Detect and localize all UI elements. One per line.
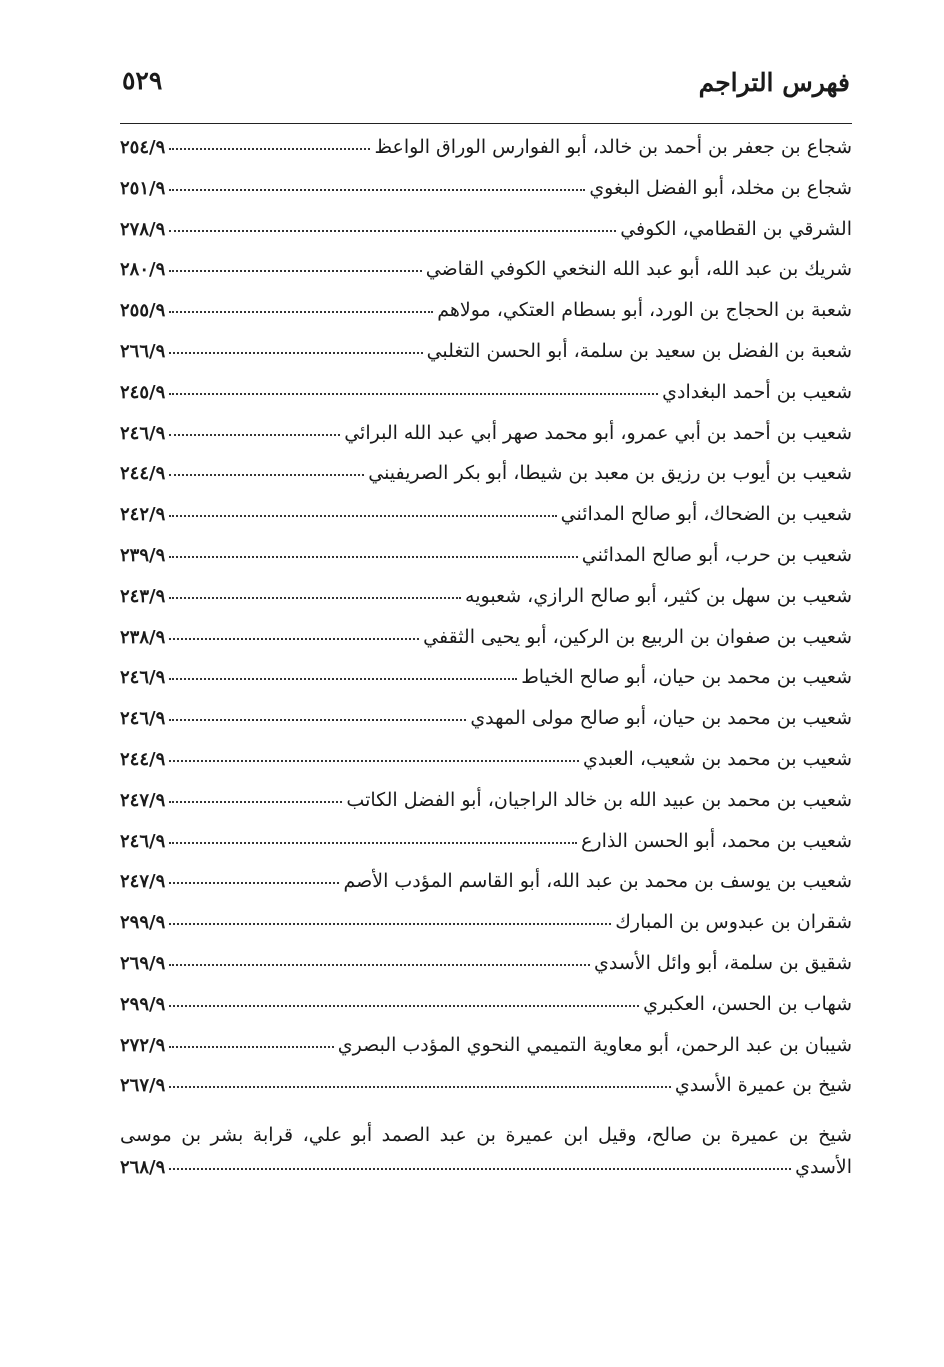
entry-reference: ٢٣٩/٩ (120, 544, 166, 566)
index-entry (120, 626, 852, 667)
entry-name: شعيب بن صفوان بن الربيع بن الركين، أبو يحيى الثقفي (423, 625, 852, 648)
dot-leader (169, 1046, 333, 1048)
index-entry (120, 748, 852, 789)
entry-name: شقيق بن سلمة، أبو وائل الأسدي (594, 951, 852, 974)
index-entry (120, 503, 852, 544)
entry-reference: ٢٩٩/٩ (120, 912, 166, 934)
index-entry (120, 299, 852, 340)
index-entry (120, 952, 852, 993)
entry-name: الشرقي بن القطامي، الكوفي (620, 217, 852, 240)
entry-line2 (120, 1156, 852, 1197)
dot-leader (169, 189, 585, 191)
dot-leader (169, 1086, 671, 1088)
entry-reference: ٢٧٢/٩ (120, 1034, 166, 1056)
entry-reference: ٢٤٢/٩ (120, 504, 166, 526)
dot-leader (169, 434, 340, 436)
entry-name: شهاب بن الحسن، العكبري (643, 992, 852, 1015)
dot-leader (169, 270, 421, 272)
index-entry (120, 422, 852, 463)
entry-name: شعيب بن محمد، أبو الحسن الذارع (581, 829, 852, 852)
entry-name: شريك بن عبد الله، أبو عبد الله النخعي الكوفي القاضي (425, 258, 852, 281)
entry-name-line2: الأسدي (795, 1155, 852, 1178)
entry-reference: ٢٥٤/٩ (120, 137, 166, 158)
entry-name: شعبة بن الفضل بن سعيد بن سلمة، أبو الحسن التغلبي (426, 339, 852, 362)
entry-name: شجاع بن جعفر بن أحمد بن خالد، أبو الفوارس الوراق الواعظ (374, 136, 852, 158)
dot-leader (169, 393, 658, 395)
entry-name: شجاع بن مخلد، أبو الفضل البغوي (589, 176, 852, 199)
entry-reference: ٢٩٩/٩ (120, 993, 166, 1015)
index-entry (120, 707, 852, 748)
entry-reference: ٢٨٠/٩ (120, 259, 166, 281)
dot-leader (169, 842, 577, 844)
entry-reference: ٢٤٥/٩ (120, 381, 166, 403)
entry-reference: ٢٦٨/٩ (120, 1156, 166, 1178)
dot-leader (169, 719, 466, 721)
index-entry (120, 830, 852, 871)
entry-name: شقران بن عبدوس بن المبارك (615, 911, 852, 934)
entry-reference: ٢٤٤/٩ (120, 463, 166, 485)
index-entry (120, 544, 852, 585)
page-number: ٥٢٩ (122, 66, 163, 95)
dot-leader (169, 638, 419, 640)
dot-leader (169, 801, 342, 803)
entry-name: شعيب بن حرب، أبو صالح المدائني (581, 543, 852, 566)
entry-reference: ٢٤٤/٩ (120, 748, 166, 770)
index-entry (120, 136, 852, 177)
entry-reference: ٢٣٨/٩ (120, 626, 166, 648)
entry-reference: ٢٦٧/٩ (120, 1075, 166, 1097)
entry-reference: ٢٤٦/٩ (120, 667, 166, 689)
entry-reference: ٢٥٥/٩ (120, 300, 166, 322)
dot-leader (169, 230, 616, 232)
dot-leader (169, 597, 461, 599)
entry-name: شيخ بن عميرة الأسدي (674, 1074, 852, 1097)
entry-reference: ٢٧٨/٩ (120, 218, 166, 240)
index-entry (120, 258, 852, 299)
page-title: فهرس التراجم (698, 68, 850, 97)
dot-leader (169, 474, 364, 476)
dot-leader (169, 923, 611, 925)
entry-reference: ٢٤٦/٩ (120, 422, 166, 444)
dot-leader (169, 515, 556, 517)
dot-leader (169, 1005, 639, 1007)
dot-leader (169, 148, 370, 150)
dot-leader (169, 1168, 791, 1170)
entry-name: شعيب بن محمد بن حيان، أبو صالح الخياط (521, 666, 852, 689)
index-entry (120, 462, 852, 503)
entry-name: شعيب بن يوسف بن محمد بن عبد الله، أبو القاسم المؤدب الأصم (343, 870, 852, 893)
entry-reference: ٢٦٦/٩ (120, 340, 166, 362)
entry-name: شعيب بن محمد بن شعيب، العبدي (583, 747, 852, 770)
index-entry (120, 789, 852, 830)
entry-name: شعيب بن أيوب بن رزيق بن معبد بن شيطا، أبو بكر الصريفيني (368, 462, 852, 485)
index-entry (120, 381, 852, 422)
entry-reference: ٢٦٩/٩ (120, 952, 166, 974)
index-entry (120, 1034, 852, 1075)
index-entry (120, 666, 852, 707)
page-header (120, 62, 852, 112)
index-entry (120, 585, 852, 626)
entry-name: شيبان بن عبد الرحمن، أبو معاوية التميمي النحوي المؤدب البصري (337, 1033, 852, 1056)
entry-name: شعبة بن الحجاج بن الورد، أبو بسطام العتكي، مولاهم (437, 299, 852, 322)
dot-leader (169, 352, 422, 354)
entry-reference: ٢٥١/٩ (120, 177, 166, 199)
index-entry (120, 218, 852, 259)
index-entry (120, 870, 852, 911)
dot-leader (169, 964, 590, 966)
dot-leader (169, 678, 517, 680)
index-entry (120, 340, 852, 381)
dot-leader (169, 311, 433, 313)
entry-name: شعيب بن أحمد بن أبي عمرو، أبو محمد صهر أبي عبد الله البرائي (344, 421, 852, 444)
dot-leader (169, 760, 579, 762)
entry-reference: ٢٤٧/٩ (120, 871, 166, 893)
entry-reference: ٢٤٧/٩ (120, 789, 166, 811)
index-entry (120, 911, 852, 952)
index-entry (120, 993, 852, 1034)
entry-name: شعيب بن سهل بن كثير، أبو صالح الرازي، شعبويه (465, 584, 852, 607)
entry-reference: ٢٤٦/٩ (120, 830, 166, 852)
index-entry-multiline (120, 1115, 852, 1197)
header-divider (120, 123, 852, 124)
entry-name: شعيب بن محمد بن عبيد الله بن خالد الراجيان، أبو الفضل الكاتب (346, 788, 852, 811)
index-entry (120, 1074, 852, 1115)
entry-name: شعيب بن محمد بن حيان، أبو صالح مولى المهدي (470, 707, 852, 730)
entry-reference: ٢٤٣/٩ (120, 585, 166, 607)
dot-leader (169, 556, 578, 558)
dot-leader (169, 882, 339, 884)
biography-index-list (120, 136, 852, 1197)
entry-name: شعيب بن أحمد البغدادي (662, 380, 852, 403)
entry-reference: ٢٤٦/٩ (120, 708, 166, 730)
index-entry (120, 177, 852, 218)
entry-name: شعيب بن الضحاك، أبو صالح المدائني (560, 503, 852, 526)
entry-name-line1: شيخ بن عميرة بن صالح، وقيل ابن عميرة بن عبد الصمد أبو علي، قرابة بشر بن موسى (120, 1124, 852, 1147)
